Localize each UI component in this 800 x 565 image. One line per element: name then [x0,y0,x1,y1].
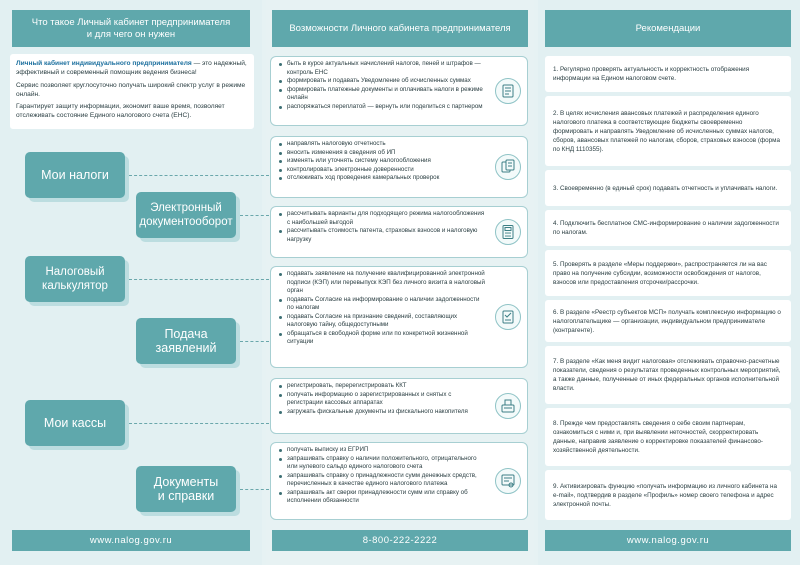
feature-box-documents [270,442,528,520]
calculator-icon [495,219,521,245]
connector-line [240,489,269,490]
feature-item: подавать Согласие на информирование о наличии задолженности по налогам [279,296,487,313]
feature-item: рассчитывать варианты для подходящего режима налогообложения с наибольшей выгодой [279,210,487,227]
feature-item: вносить изменения в сведения об ИП [279,149,487,158]
connector-line [240,215,269,216]
intro-bold: Личный кабинет индивидуального предпринимателя [16,60,192,67]
feature-item: запрашивать справку о принадлежности сумм денежных средств, перечисленных в качестве единого налогового платежа [279,472,487,489]
tile-my-taxes[interactable] [25,152,125,198]
tax-document-icon [495,78,521,104]
feature-item: получать выписку из ЕГРИП [279,446,487,455]
feature-item: обращаться в свободной форме или по конкретной жизненной ситуации [279,330,487,347]
features-header: Возможности Личного кабинета предпринимателя [272,10,528,47]
feature-item: быть в курсе актуальных начислений налогов, пеней и штрафов — контроль ЕНС [279,60,487,77]
intro-paragraph-1 [16,59,248,78]
footer-phone[interactable]: 8-800-222-2222 [272,530,528,551]
feature-item: рассчитывать стоимость патента, страховых взносов и налоговую нагрузку [279,227,487,244]
feature-item: загружать фискальные документы из фискального накопителя [279,408,487,417]
feature-item: получать информацию о зарегистрированных и снятых с регистрации кассовых аппаратах [279,391,487,408]
feature-box-workflow [270,136,528,198]
tile-electronic-workflow[interactable] [136,192,236,238]
connector-line [129,423,269,424]
footer-website-link[interactable]: www.nalog.gov.ru [545,530,791,551]
tile-applications[interactable] [136,318,236,364]
feature-item: формировать и подавать Уведомление об исчисленных суммах [279,77,487,86]
footer-website-link[interactable]: www.nalog.gov.ru [12,530,250,551]
tile-label: калькулятор [42,280,108,292]
feature-item: подавать Согласие на признание сведений, составляющих налоговую тайну, общедоступными [279,313,487,330]
recommendation-item: 2. В целях исчисления авансовых платежей и распределения единого налогового платежа в соответствующие бюджеты своевременно формировать и направлять Уведомление об исчисленных суммах налогов, сборов, авансовых платежей по налогам, сборов, страховых взносов (форма по КНД 1110355). [545,96,791,166]
intro-paragraph-2: Сервис позволяет круглосуточно получать широкий спектр услуг в режиме онлайн. [16,81,246,98]
recommendations-header: Рекомендации [545,10,791,47]
feature-item: подавать заявление на получение квалифицированной электронной подписи (КЭП) или перевыпуск КЭП без личного визита в налоговый орган [279,270,487,296]
document-exchange-icon [495,154,521,180]
tile-label: и справки [157,489,215,503]
recommendation-item: 7. В разделе «Как меня видит налоговая» отслеживать справочно-расчетные показатели, сведения о результатах проведенных контрольных мероприятий, а также данные, полученные от иных федеральных органов исполнительной власти. [545,346,791,404]
connector-line [129,175,269,176]
feature-box-calculator [270,206,528,258]
tile-label: заявлений [155,341,217,355]
tile-my-cash-registers[interactable] [25,400,125,446]
tile-documents[interactable] [136,466,236,512]
application-form-icon [495,304,521,330]
recommendation-item: 1. Регулярно проверять актуальность и корректность отображения информации на Едином налоговом счете. [545,56,791,92]
recommendation-item: 8. Прежде чем предоставлять сведения о себе своим партнерам, ознакомиться с ними и, при выявлении неточностей, скорректировать данные, направив заявление о корректировке показателей финансово-хозяйственной деятельности. [545,408,791,466]
feature-box-taxes [270,56,528,126]
tile-label: Мои кассы [43,416,107,430]
intro-paragraph-3: Гарантирует защиту информации, экономит ваше время, позволяет отслеживать состояние Единого налогового счета (ЕНС). [16,103,225,120]
tile-label: документооборот [139,216,233,228]
recommendation-item: 3. Своевременно (в единый срок) подавать отчетность и уплачивать налоги. [545,170,791,206]
feature-box-cash-registers [270,378,528,434]
tile-tax-calculator[interactable] [25,256,125,302]
tile-label: Мои налоги [41,168,109,182]
intro-header-line2: и для чего он нужен [86,28,176,40]
feature-item: регистрировать, перерегистрировать ККТ [279,382,487,391]
feature-item: запрашивать справку о наличии положительного, отрицательного или нулевого сальдо единого налогового счета [279,455,487,472]
recommendation-item: 5. Проверять в разделе «Меры поддержки», распространяется ли на вас право на получение субсидии, возможности освобождения от налогов, взносов или предоставления отсрочки/рассрочки. [545,250,791,296]
recommendation-item: 6. В разделе «Реестр субъектов МСП» получать комплексную информацию о налогоплательщике — организации, индивидуальном предпринимателе (контрагенте). [545,300,791,342]
intro-header [12,10,250,47]
tile-label: Налоговый [45,266,105,278]
feature-item: запрашивать акт сверки принадлежности сумм или справку об исполнении обязанности [279,489,487,506]
cash-register-icon [495,393,521,419]
tile-label: Документы [153,475,219,489]
connector-line [129,279,269,280]
connector-line [240,341,269,342]
feature-item: формировать платежные документы и оплачивать налоги в режиме онлайн [279,86,487,103]
feature-item: отслеживать ход проведения камеральных проверок [279,174,487,183]
intro-box [10,54,254,129]
intro-header-line1: Что такое Личный кабинет предпринимателя [31,16,231,28]
feature-item: изменять или уточнять систему налогообложения [279,157,487,166]
certificate-icon [495,468,521,494]
feature-box-applications [270,266,528,368]
intro-rest: — это надежный, эффективный и современный помощник ведения бизнеса! [16,60,247,77]
feature-item: контролировать электронные доверенности [279,166,487,175]
feature-item: направлять налоговую отчетность [279,140,487,149]
tile-label: Электронный [150,202,222,214]
recommendation-item: 9. Активизировать функцию «получать информацию из личного кабинета на e-mail», подтвердив в разделе «Профиль» номер своего телефона и адрес электронной почты. [545,470,791,520]
recommendation-item: 4. Подключить бесплатное СМС-информирование о наличии задолженности по налогам. [545,210,791,246]
tile-label: Подача [164,327,208,341]
feature-item: распоряжаться переплатой — вернуть или поделиться с партнером [279,103,487,112]
